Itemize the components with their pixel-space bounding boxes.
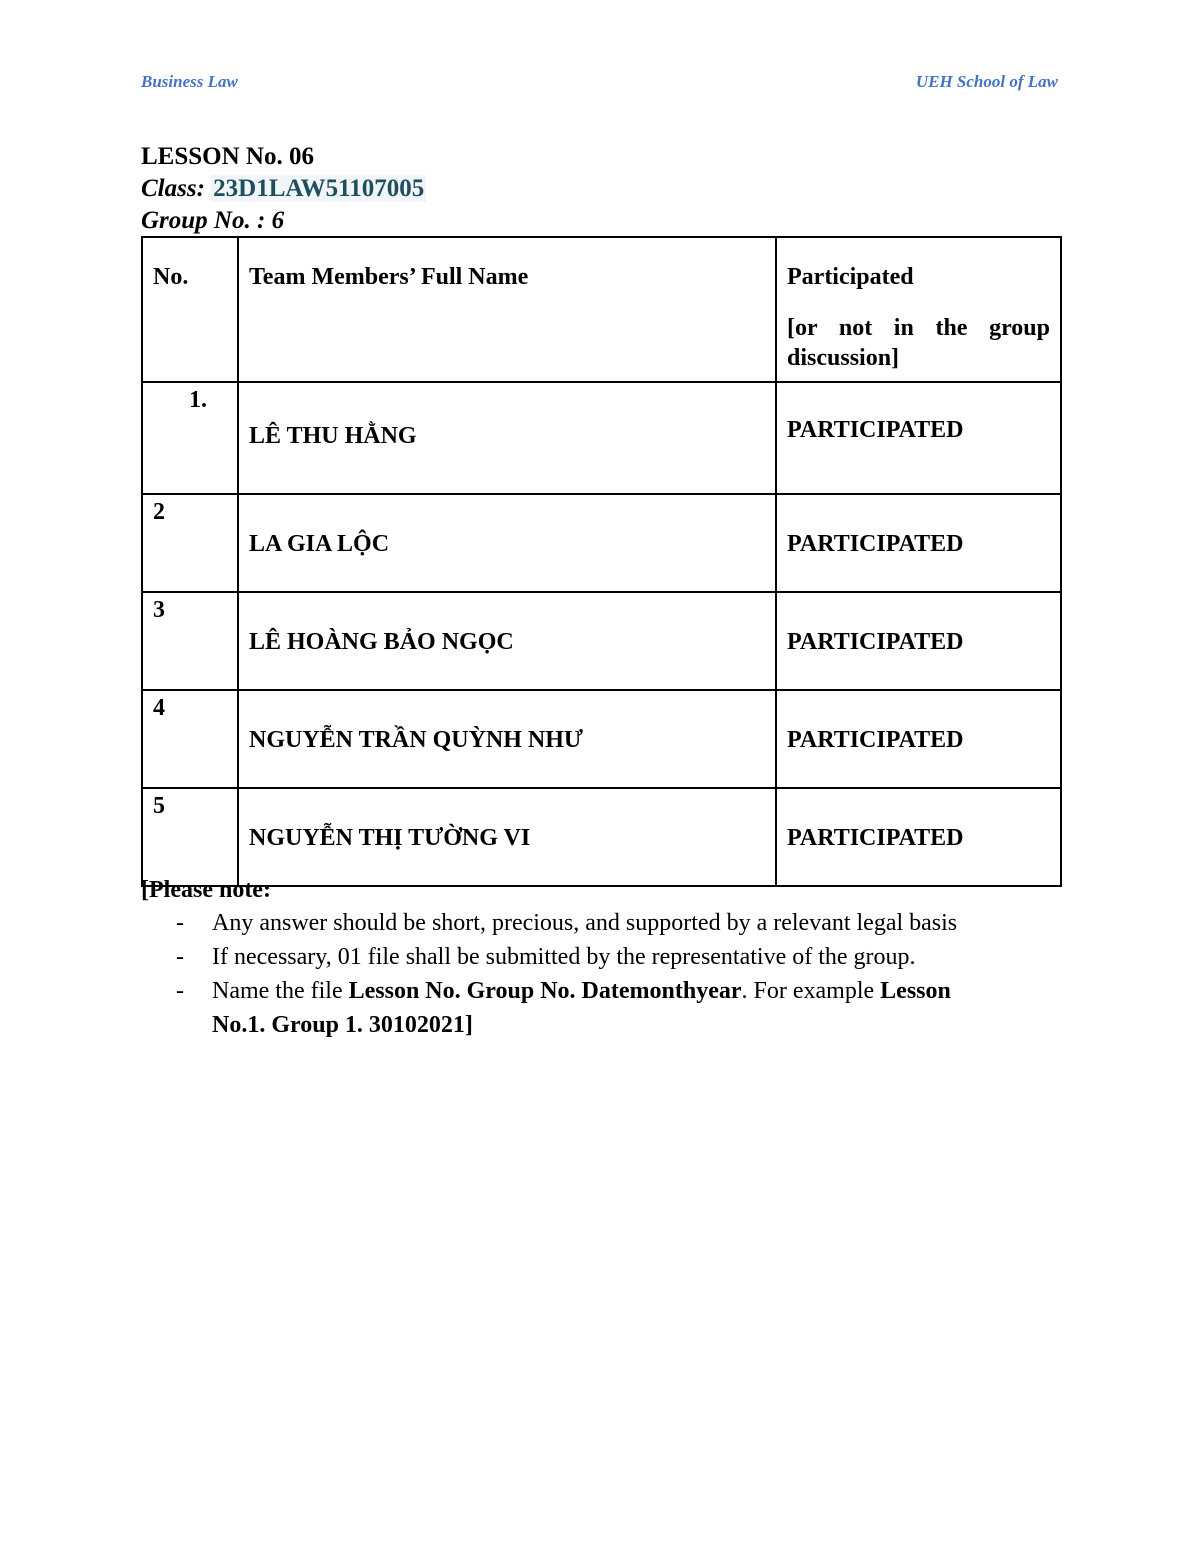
table-row [142, 494, 1061, 592]
header-school: UEH School of Law [915, 72, 1058, 91]
list-item [141, 906, 1061, 940]
row-no-cell [142, 382, 238, 494]
row-name-cell [238, 382, 776, 494]
note-text-mid: . For example [741, 978, 881, 1004]
class-line [141, 173, 426, 205]
notes-heading: [Please note: [141, 877, 271, 903]
table-row [142, 382, 1061, 494]
header-participated: Participated [787, 264, 914, 290]
member-name: LÊ HOÀNG BẢO NGỌC [249, 629, 514, 655]
row-no-cell [142, 592, 238, 690]
participation-status: PARTICIPATED [787, 531, 964, 557]
member-name: LA GIA LỘC [249, 531, 390, 557]
participation-status: PARTICIPATED [787, 629, 964, 655]
lesson-title: LESSON No. 06 [141, 143, 314, 170]
table-row [142, 690, 1061, 788]
table-header-row [142, 237, 1061, 382]
row-no: 2 [153, 499, 165, 525]
list-item [141, 974, 1061, 1042]
table-row [142, 592, 1061, 690]
row-no-cell [142, 494, 238, 592]
row-status-cell [776, 494, 1061, 592]
members-table [141, 236, 1062, 887]
notes-list [141, 906, 1061, 1042]
table-row [142, 788, 1061, 886]
row-name-cell [238, 592, 776, 690]
row-name-cell [238, 494, 776, 592]
note-text-pre: Name the file [212, 978, 349, 1004]
row-no: 1. [189, 387, 207, 413]
participation-status: PARTICIPATED [787, 417, 964, 443]
header-participated-sub1: [or not in the group [787, 315, 1050, 341]
header-name: Team Members’ Full Name [249, 264, 529, 290]
row-no-cell [142, 788, 238, 886]
row-no: 3 [153, 597, 165, 623]
header-no: No. [153, 264, 189, 290]
note-filename-format: Lesson No. Group No. Datemonthyear [348, 978, 742, 1004]
bullet-dash: - [176, 944, 184, 970]
header-no-cell [142, 237, 238, 382]
member-name: NGUYỄN TRẦN QUỲNH NHƯ [249, 727, 584, 753]
row-status-cell [776, 788, 1061, 886]
row-status-cell [776, 690, 1061, 788]
group-line: Group No. : 6 [141, 207, 285, 234]
member-name: LÊ THU HẰNG [249, 423, 417, 449]
header-participated-cell [776, 237, 1061, 382]
title-block [141, 141, 426, 237]
row-no: 4 [153, 695, 165, 721]
row-name-cell [238, 690, 776, 788]
class-code: 23D1LAW51107005 [213, 175, 425, 202]
row-status-cell [776, 382, 1061, 494]
note-text: Any answer should be short, precious, and supported by a relevant legal basis [212, 910, 958, 936]
participation-status: PARTICIPATED [787, 825, 964, 851]
note-example-a: Lesson [880, 978, 951, 1004]
bullet-dash: - [176, 978, 184, 1004]
note-text: If necessary, 01 file shall be submitted by the representative of the group. [212, 944, 916, 970]
header-course: Business Law [141, 72, 238, 91]
notes-section [141, 874, 1061, 1042]
note-example-b: No.1. Group 1. 30102021] [212, 1012, 473, 1038]
list-item [141, 940, 1061, 974]
header-participated-sub2: discussion] [787, 345, 900, 371]
class-label: Class: [141, 175, 212, 202]
header-name-cell [238, 237, 776, 382]
row-no-cell [142, 690, 238, 788]
member-name: NGUYỄN THỊ TƯỜNG VI [249, 825, 531, 851]
bullet-dash: - [176, 910, 184, 936]
row-name-cell [238, 788, 776, 886]
row-no: 5 [153, 793, 165, 819]
participation-status: PARTICIPATED [787, 727, 964, 753]
row-status-cell [776, 592, 1061, 690]
